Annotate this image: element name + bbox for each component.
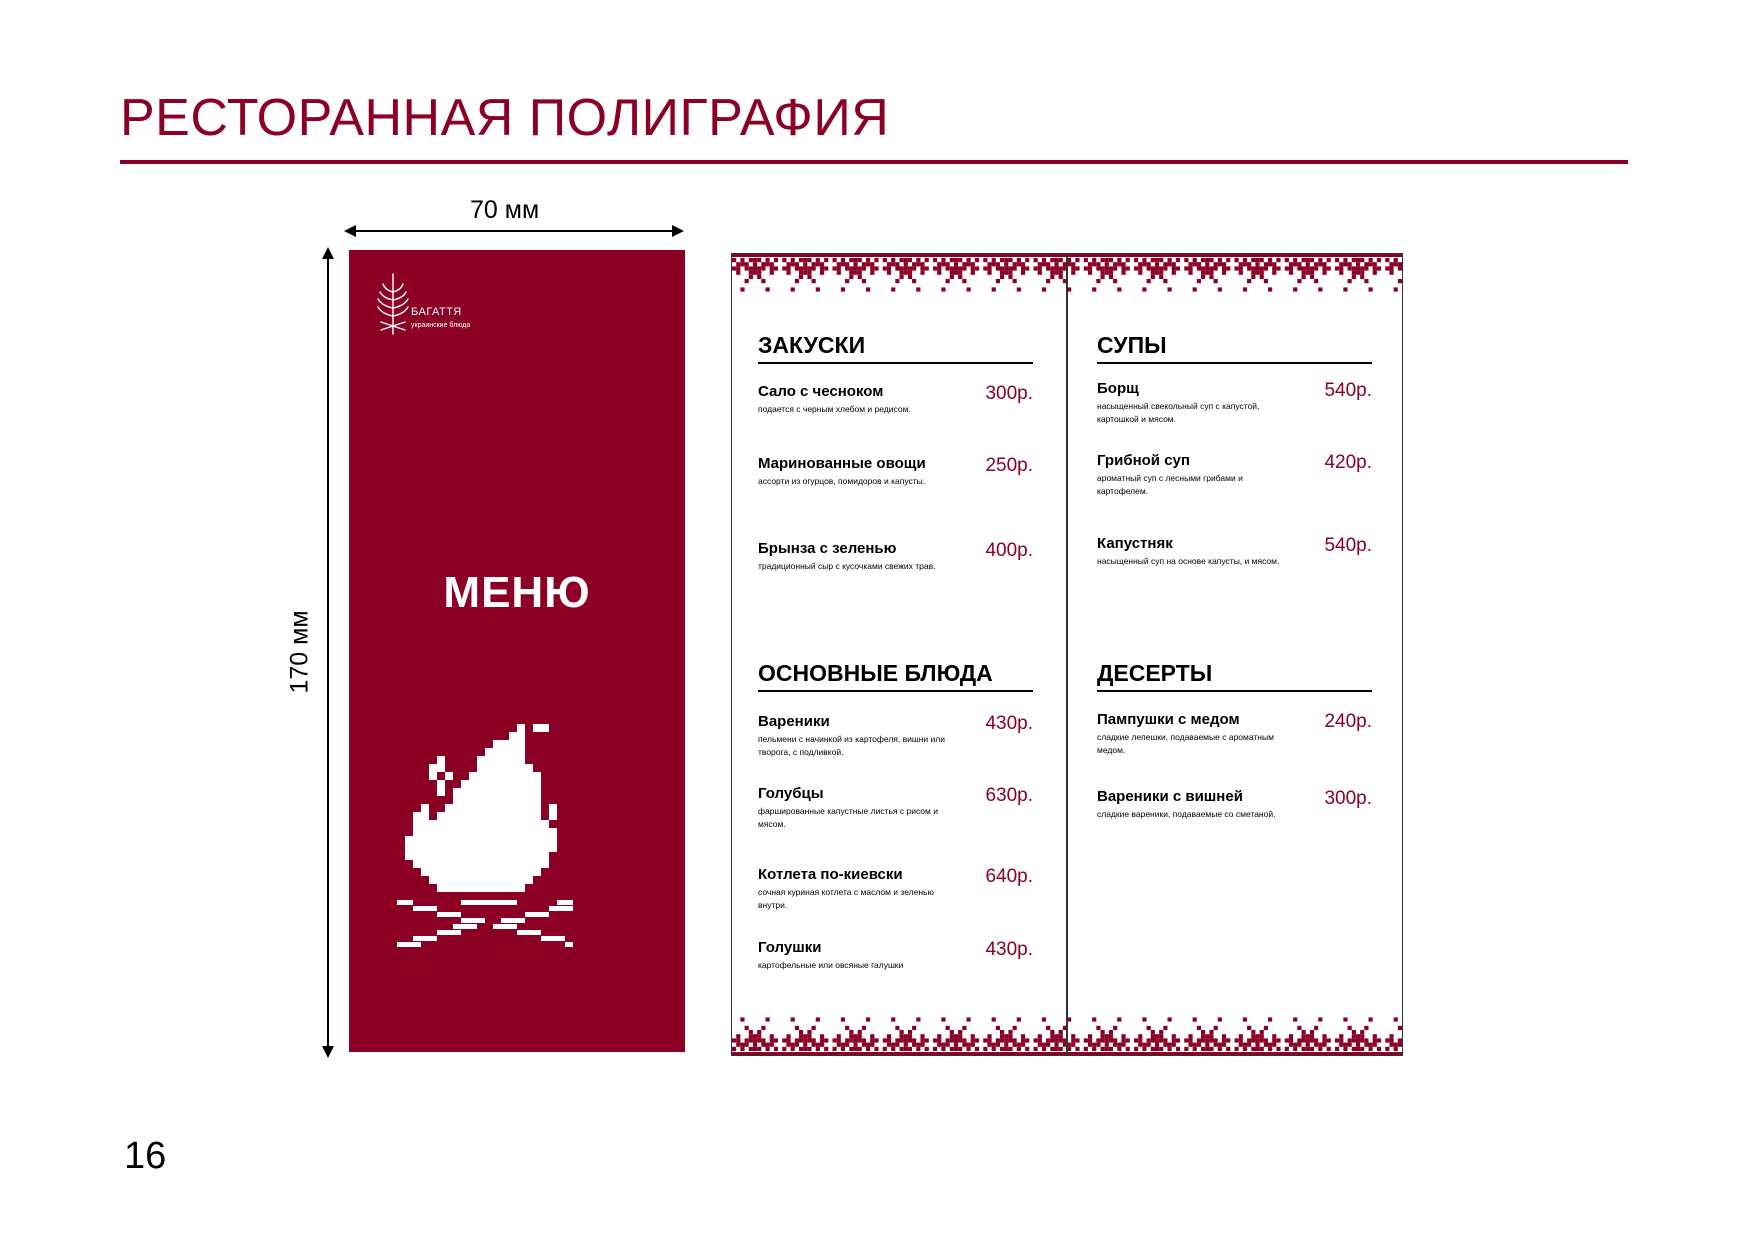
menu-section-desserts: [1097, 658, 1372, 858]
menu-item-price: 430р.: [985, 939, 1033, 960]
menu-item-name: Капустняк: [1097, 535, 1173, 552]
height-dimension-line: [327, 253, 329, 1051]
title-underline: [120, 160, 1628, 164]
arrow-right-icon: [672, 225, 684, 237]
page-number: 16: [124, 1135, 167, 1177]
menu-item-name: Грибной суп: [1097, 452, 1190, 469]
menu-item-price: 540р.: [1324, 380, 1372, 401]
menu-cover: [349, 250, 685, 1052]
menu-item-price: 420р.: [1324, 452, 1372, 473]
page-title: РЕСТОРАННАЯ ПОЛИГРАФИЯ: [120, 89, 890, 147]
width-dimension-label: 70 мм: [470, 196, 540, 224]
brand-tagline: украинские блюда: [411, 322, 471, 329]
menu-item-price: 300р.: [985, 383, 1033, 404]
menu-item-description: ароматный суп с лесными грибами и картофелем.: [1097, 473, 1243, 496]
arrow-down-icon: [322, 1046, 334, 1058]
menu-item-name: Сало с чесноком: [758, 383, 884, 400]
menu-item-name: Пампушки с медом: [1097, 711, 1240, 728]
menu-item-description: сочная куриная котлета с маслом и зеленью внутри.: [758, 887, 934, 910]
menu-item-description: фаршированные капустные листья с рисом и мясом.: [758, 806, 938, 829]
height-dimension-label: 170 мм: [285, 610, 314, 694]
menu-item-description: традиционный сыр с кусочками свежих трав.: [758, 561, 936, 571]
menu-item-description: сладкие вареники, подаваемые со сметаной.: [1097, 809, 1276, 819]
menu-item-name: Борщ: [1097, 380, 1139, 397]
menu-item-description: пельмени с начинкой из картофеля, вишни или творога, с подливкой.: [758, 734, 945, 757]
menu-item-description: ассорти из огурцов, помидоров и капусты.: [758, 476, 926, 486]
fold-line: [1066, 254, 1068, 1055]
width-dimension-line: [350, 230, 676, 232]
menu-item-price: 300р.: [1324, 788, 1372, 809]
bonfire-icon: [349, 250, 685, 1052]
menu-item-description: картофельные или овсяные галушки: [758, 960, 904, 970]
menu-item-name: Маринованные овощи: [758, 455, 926, 472]
brand-name: БАГАТТЯ: [411, 306, 462, 318]
menu-item-description: сладкие лепешки, подаваемые с ароматным медом.: [1097, 732, 1274, 755]
arrow-up-icon: [322, 247, 334, 259]
menu-item-price: 630р.: [985, 785, 1033, 806]
menu-item-price: 640р.: [985, 866, 1033, 887]
menu-section-soups: [1097, 330, 1372, 590]
menu-item-name: Голушки: [758, 939, 822, 956]
menu-item-price: 430р.: [985, 713, 1033, 734]
menu-item-name: Вареники с вишней: [1097, 788, 1243, 805]
menu-item-name: Брынза с зеленью: [758, 540, 897, 557]
menu-item-price: 250р.: [985, 455, 1033, 476]
arrow-left-icon: [344, 225, 356, 237]
menu-section-appetizers: [758, 330, 1033, 590]
menu-item-description: насыщенный суп на основе капусты, и мясом.: [1097, 556, 1280, 566]
menu-item-description: подается с черным хлебом и редисом.: [758, 404, 911, 414]
menu-item-price: 540р.: [1324, 535, 1372, 556]
menu-item-price: 400р.: [985, 540, 1033, 561]
menu-item-name: Вареники: [758, 713, 830, 730]
section-title: СУПЫ: [1097, 330, 1372, 364]
cover-title: МЕНЮ: [443, 568, 591, 617]
section-title: ОСНОВНЫЕ БЛЮДА: [758, 658, 1033, 692]
section-title: ЗАКУСКИ: [758, 330, 1033, 364]
menu-section-main-dishes: [758, 658, 1033, 988]
menu-item-name: Голубцы: [758, 785, 824, 802]
menu-spread: [731, 253, 1403, 1056]
menu-item-price: 240р.: [1324, 711, 1372, 732]
menu-item-name: Котлета по-киевски: [758, 866, 903, 883]
menu-item-description: насыщенный свекольный суп с капустой, картошкой и мясом.: [1097, 401, 1260, 424]
section-title: ДЕСЕРТЫ: [1097, 658, 1372, 692]
